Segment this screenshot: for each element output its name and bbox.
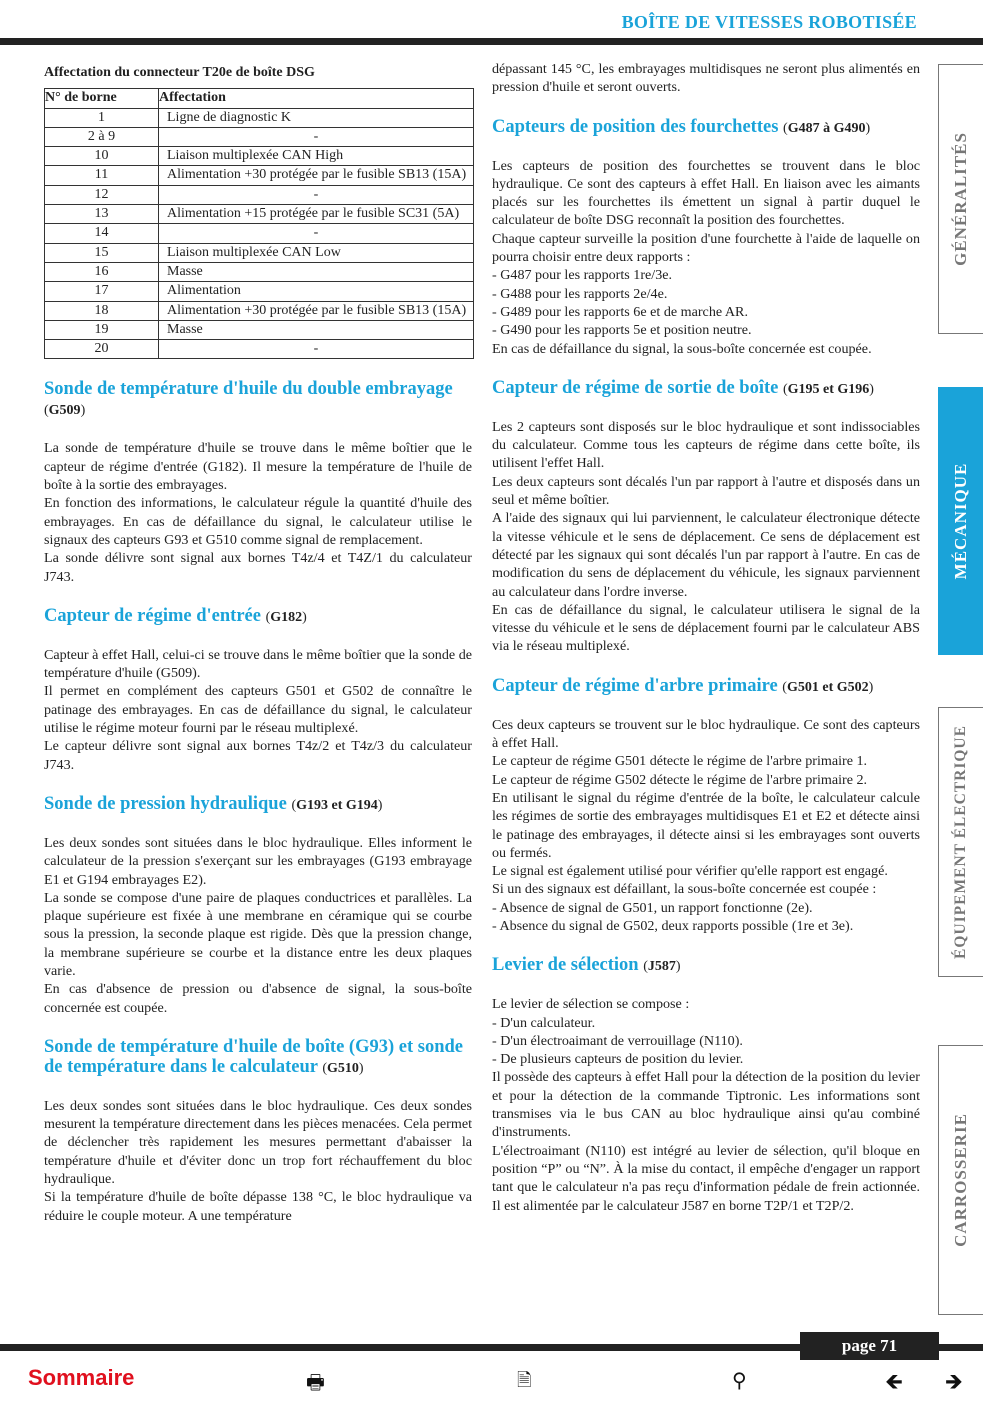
borne-cell: 17	[45, 282, 159, 301]
section-ref: (G182)	[265, 609, 307, 625]
right-intro: dépassant 145 °C, les embrayages multidisques ne seront plus alimentés en pression d'huile et seront ouverts.	[492, 61, 920, 96]
borne-cell: 15	[45, 243, 159, 262]
top-rule	[0, 38, 983, 45]
paragraph: Le signal est également utilisé pour vérifier qu'elle rapport est engagé.	[492, 863, 888, 880]
affectation-cell: -	[159, 340, 474, 359]
paragraph: Le capteur de régime G501 détecte le régime de l'arbre primaire 1.	[492, 753, 868, 770]
header-title: BOÎTE DE VITESSES ROBOTISÉE	[621, 12, 917, 32]
paragraph: En cas d'absence de pression ou d'absence de signal, la sous-boîte concernée est coupée.	[44, 981, 472, 1016]
section-title	[44, 379, 472, 421]
section-ref-code: G193 et G194	[296, 797, 378, 813]
col-header-borne: N° de borne	[45, 89, 159, 108]
paragraph: Les capteurs de position des fourchettes se trouvent dans le bloc hydraulique. Ce sont des capteurs à effet Hall. En liaison avec les aimants placés sur les fourchettes ils émettent un signal à partir duquel le calculateur de boîte DSG reconnaît la position des fourchettes.	[492, 157, 920, 229]
affectation-cell: Masse	[159, 320, 474, 339]
arrow-left-icon[interactable]: 🡸	[885, 1370, 903, 1395]
table-row	[45, 320, 474, 339]
borne-cell: 12	[45, 185, 159, 204]
section-title	[44, 1037, 472, 1079]
paragraph: En utilisant le signal du régime d'entrée de la boîte, le calculateur calcule les régimes de sortie des embrayages multidisques E1 et E2 et détecte ainsi le patinage des embrayages, il détecte ainsi si les embrayages sont ouverts ou fermés.	[492, 789, 920, 861]
table-row	[45, 108, 474, 127]
paragraph: Ces deux capteurs se trouvent sur le bloc hydraulique. Ce sont des capteurs à effet Hall.	[492, 716, 920, 752]
paragraph: Chaque capteur surveille la position d'une fourchette à l'aide de laquelle on pourra choisir entre deux rapports :	[492, 230, 920, 266]
section-title	[492, 955, 920, 977]
table-row	[45, 301, 474, 320]
paragraph: - G489 pour les rapports 6e et de marche AR.	[492, 303, 748, 320]
tab-equipement-electrique[interactable]	[938, 707, 983, 977]
affectation-cell: Masse	[159, 262, 474, 281]
left-column	[44, 60, 472, 1225]
paragraph: La sonde de température d'huile se trouve dans le même boîtier que le capteur de régime d'entrée (G182). Il mesure la température de l'huile de boîte à la sortie des embrayages.	[44, 440, 472, 494]
table-row	[45, 340, 474, 359]
table-row	[45, 205, 474, 224]
section-ref: (G193 et G194)	[291, 797, 383, 813]
affectation-cell: Liaison multiplexée CAN Low	[159, 243, 474, 262]
section-ref-code: G510	[327, 1060, 359, 1076]
binoculars-icon[interactable]: ⚲	[732, 1368, 747, 1392]
table-row	[45, 224, 474, 243]
section-title-text: Capteur de régime d'entrée	[44, 605, 261, 626]
arrow-right-icon[interactable]: 🡺	[945, 1370, 963, 1395]
paragraph: A l'aide des signaux qui lui parviennent, le calculateur électronique détecte la vitesse véhicule et le sens de déplacement. Ce sens de déplacement est détecté par les signaux qui sont décalés l'un par rapport à l'autre. En cas de modification du sens de déplacement du véhicule, les signaux parviennent au calculateur dans l'ordre inverse.	[492, 510, 920, 600]
section-ref-code: G509	[48, 403, 81, 419]
section-ref: (J587)	[643, 959, 681, 975]
table-row	[45, 127, 474, 146]
tab-generalites[interactable]	[938, 64, 983, 334]
paragraph: - G488 pour les rapports 2e/4e.	[492, 285, 668, 302]
borne-cell: 14	[45, 224, 159, 243]
borne-cell: 11	[45, 166, 159, 185]
section-title-text: Capteur de régime d'arbre primaire	[492, 675, 778, 696]
document-search-icon[interactable]: 🗎	[517, 1370, 532, 1391]
section-title	[492, 378, 920, 400]
tab-label: GÉNÉRALITÉS	[951, 132, 970, 266]
paragraph: - D'un calculateur.	[492, 1014, 596, 1031]
section-ref-code: G487 à G490	[787, 120, 866, 136]
paragraph: - G487 pour les rapports 1re/3e.	[492, 267, 673, 284]
paragraph: - D'un électroaimant de verrouillage (N110).	[492, 1032, 743, 1049]
affectation-cell: -	[159, 185, 474, 204]
paragraph: Les deux sondes sont situées dans le bloc hydraulique. Ces deux sondes mesurent la température directement dans les pièces menacées. Cela permet de déclencher très rapidement les mesures permettant d'abaisser la température d'huile et d'éviter donc un trop fort réchauffement du bloc hydraulique.	[44, 1097, 472, 1188]
paragraph: Le capteur de régime G502 détecte le régime de l'arbre primaire 2.	[492, 771, 868, 788]
section-title	[44, 794, 472, 816]
section-ref: (G487 à G490)	[783, 120, 871, 136]
affectation-cell: Ligne de diagnostic K	[159, 108, 474, 127]
table-caption: Affectation du connecteur T20e de boîte DSG	[44, 65, 315, 80]
section-title-text: Capteurs de position des fourchettes	[492, 116, 779, 137]
table-row	[45, 262, 474, 281]
sommaire-link[interactable]: Sommaire	[28, 1365, 135, 1390]
borne-cell: 1	[45, 108, 159, 127]
table-row	[45, 147, 474, 166]
paragraph: Les deux capteurs sont décalés l'un par rapport à l'autre et disposés dans un seul et même boîtier.	[492, 473, 920, 509]
affectation-cell: Alimentation +30 protégée par le fusible SB13 (15A)	[159, 301, 474, 320]
tab-label: CARROSSERIE	[951, 1113, 970, 1247]
table-row	[45, 185, 474, 204]
paragraph: La sonde se compose d'une paire de plaques conductrices et parallèles. La plaque supérieure est fixée à une membrane en céramique qui se courbe sous la pression, la seconde plaque est rigide. Dès que la pression change, la membrane supérieure se courbe et la distance entre les deux plaques varie.	[44, 889, 472, 979]
affectation-cell: -	[159, 127, 474, 146]
print-icon[interactable]: 🖶	[306, 1370, 325, 1394]
borne-cell: 2 à 9	[45, 127, 159, 146]
section-title-text: Levier de sélection	[492, 955, 639, 976]
paragraph: Il permet en complément des capteurs G501 et G502 de connaître le patinage des embrayages. En cas de défaillance du signal, le calculateur utilise le régime moteur fourni par le réseau multiplexé.	[44, 683, 472, 737]
section-ref: (G195 et G196)	[782, 381, 874, 397]
paragraph: Le capteur délivre sont signal aux bornes T4z/2 et T4z/3 du calculateur J743.	[44, 738, 472, 773]
tab-carrosserie[interactable]	[938, 1045, 983, 1315]
col-header-affectation: Affectation	[159, 89, 474, 108]
paragraph: - Absence de signal de G501, un rapport fonctionne (2e).	[492, 899, 813, 916]
section-ref-code: J587	[647, 959, 676, 975]
paragraph: - De plusieurs capteurs de position du levier.	[492, 1051, 744, 1068]
tab-label: MÉCANIQUE	[951, 462, 970, 580]
paragraph: Les deux sondes sont situées dans le bloc hydraulique. Elles informent le calculateur de la pression s'exerçant sur les embrayages (G193 embrayage E1 et G194 embrayages E2).	[44, 834, 472, 888]
section-title	[492, 117, 920, 139]
paragraph: - Absence du signal de G502, deux rapports possible (1re et 3e).	[492, 917, 854, 934]
borne-cell: 13	[45, 205, 159, 224]
section-title-text: Sonde de température d'huile du double embrayage	[44, 379, 453, 400]
tab-mecanique[interactable]	[938, 387, 983, 655]
section-title	[44, 606, 472, 628]
table-row	[45, 282, 474, 301]
paragraph: En fonction des informations, le calculateur régule la quantité d'huile des embrayages. En cas de défaillance du signal, le calculateur utilise le signaux des capteurs G93 et G510 comme signal de remplacement.	[44, 495, 472, 548]
paragraph: Il possède des capteurs à effet Hall pour la détection de la position du levier et pour la détection de la commande Tiptronic. Les informations sont transmises via le bus CAN au bloc hydraulique ainsi qu'au combiné d'instruments.	[492, 1069, 920, 1141]
section-ref: (G510)	[322, 1060, 364, 1076]
borne-cell: 18	[45, 301, 159, 320]
section-title-text: Capteur de régime de sortie de boîte	[492, 377, 779, 398]
paragraph: L'électroaimant (N110) est intégré au levier de sélection, qu'il bloque en position “P” ou “N”. À la mise du contact, il empêche d'engager un rapport tant que le calculateur n'a pas reçu d'information pédale de frein actionnée. Il est alimentée par le calculateur J587 en borne T2P/1 et T2P/2.	[492, 1142, 920, 1214]
affectation-cell: Alimentation	[159, 282, 474, 301]
tab-label: ÉQUIPEMENT ÉLECTRIQUE	[952, 725, 969, 959]
section-ref-code: G501 et G502	[786, 679, 869, 695]
table-row	[45, 166, 474, 185]
paragraph: - G490 pour les rapports 5e et position neutre.	[492, 322, 752, 339]
section-title-text: Sonde de pression hydraulique	[44, 793, 287, 814]
paragraph: Le levier de sélection se compose :	[492, 996, 690, 1013]
affectation-cell: Alimentation +15 protégée par le fusible SC31 (5A)	[159, 205, 474, 224]
paragraph: Capteur à effet Hall, celui-ci se trouve dans le même boîtier que la sonde de température d'huile (G509).	[44, 646, 472, 682]
paragraph: En cas de défaillance du signal, la sous-boîte concernée est coupée.	[492, 340, 872, 357]
borne-cell: 19	[45, 320, 159, 339]
right-column	[492, 60, 920, 1215]
section-ref: (G509)	[44, 403, 86, 419]
paragraph: La sonde délivre sont signal aux bornes T4z/4 et T4Z/1 du calculateur J743.	[44, 550, 472, 585]
section-title	[492, 676, 920, 698]
borne-cell: 10	[45, 147, 159, 166]
page-number: page 71	[800, 1332, 939, 1360]
borne-cell: 16	[45, 262, 159, 281]
affectation-cell: Alimentation +30 protégée par le fusible SB13 (15A)	[159, 166, 474, 185]
connector-table	[44, 88, 474, 359]
borne-cell: 20	[45, 340, 159, 359]
section-ref: (G501 et G502)	[782, 679, 874, 695]
paragraph: En cas de défaillance du signal, le calculateur utilisera le signal de la vitesse du véhicule et le sens de déplacement fourni par le calculateur ABS via le réseau multiplexé.	[492, 601, 920, 655]
table-row	[45, 243, 474, 262]
paragraph: Si la température d'huile de boîte dépasse 138 °C, le bloc hydraulique va réduire le couple moteur. A une température	[44, 1189, 472, 1224]
paragraph: Si un des signaux est défaillant, la sous-boîte concernée est coupée :	[492, 881, 877, 898]
affectation-cell: Liaison multiplexée CAN High	[159, 147, 474, 166]
section-ref-code: G195 et G196	[787, 381, 870, 397]
affectation-cell: -	[159, 224, 474, 243]
paragraph: Les 2 capteurs sont disposés sur le bloc hydraulique et sont indissociables du calculateur. Comme tous les capteurs de régime dans cette boîte, ils utilisent l'effet Hall.	[492, 418, 920, 472]
section-title-text: Sonde de température d'huile de boîte (G93) et sonde de température dans le calculateur	[44, 1036, 463, 1077]
section-ref-code: G182	[270, 609, 303, 625]
footer-nav	[0, 1365, 983, 1395]
